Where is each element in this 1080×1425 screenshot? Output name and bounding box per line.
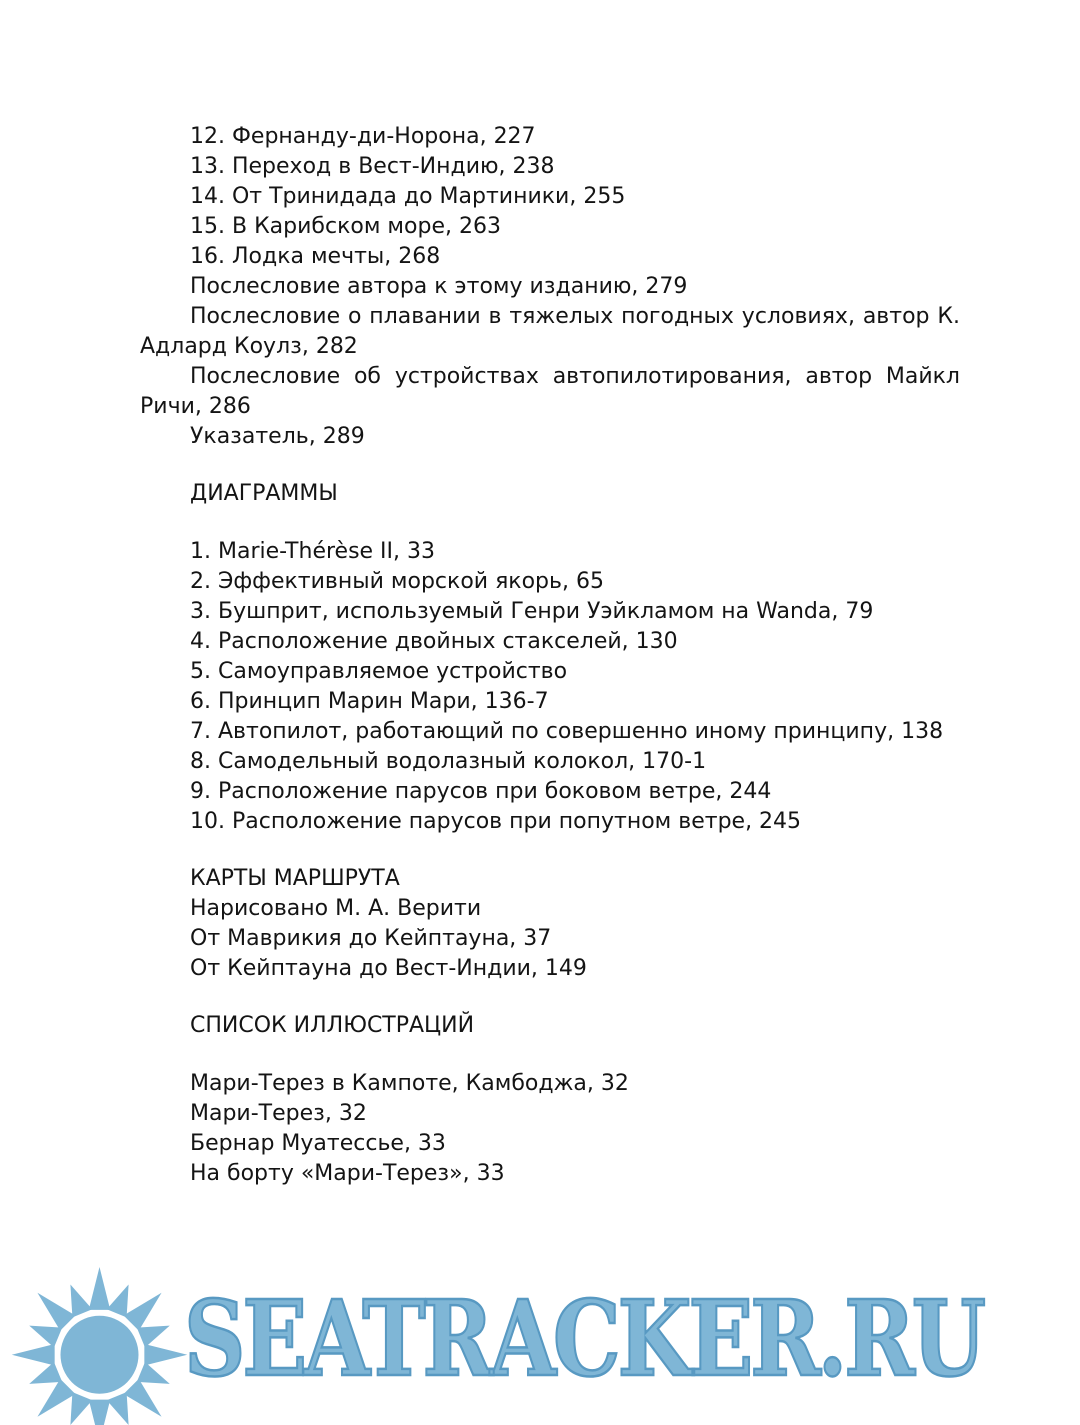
toc-entry: 8. Самодельный водолазный колокол, 170-1 xyxy=(190,749,707,774)
toc-entry: 2. Эффективный морской якорь, 65 xyxy=(190,569,604,594)
toc-entry: Мари-Терез, 32 xyxy=(190,1101,367,1126)
toc-entry: Послесловие о плавании в тяжелых погодных условиях, автор К. Адлард Коулз, 282 xyxy=(140,304,960,359)
watermark xyxy=(0,1265,1080,1425)
toc-entry: 6. Принцип Марин Мари, 136-7 xyxy=(190,689,549,714)
toc-entry: Послесловие об устройствах автопилотирования, автор Майкл Ричи, 286 xyxy=(140,364,960,419)
toc-entry: 15. В Карибском море, 263 xyxy=(190,214,501,239)
toc-entry: От Маврикия до Кейптауна, 37 xyxy=(190,926,552,951)
toc-entry: 10. Расположение парусов при попутном ветре, 245 xyxy=(190,809,802,834)
toc-entry: На борту «Мари-Терез», 33 xyxy=(190,1161,505,1186)
toc-entry: 14. От Тринидада до Мартиники, 255 xyxy=(190,184,626,209)
toc-entry: 5. Самоуправляемое устройство xyxy=(190,659,568,684)
watermark-text: SEATRACKER.RU xyxy=(184,1277,983,1400)
toc-entry: От Кейптауна до Вест-Индии, 149 xyxy=(190,956,587,981)
toc-entry: Мари-Терез в Кампоте, Камбоджа, 32 xyxy=(190,1071,629,1096)
toc-entry: 1. Marie-Thérèse II, 33 xyxy=(190,539,436,564)
toc-entry: Нарисовано М. А. Верити xyxy=(190,896,482,921)
toc-entry: Бернар Муатессье, 33 xyxy=(190,1131,446,1156)
toc-entry: 13. Переход в Вест-Индию, 238 xyxy=(190,154,555,179)
toc-entry: 3. Бушприт, используемый Генри Уэйкламом на Wanda, 79 xyxy=(190,599,874,624)
illustrations-heading: СПИСОК ИЛЛЮСТРАЦИЙ xyxy=(190,1013,475,1038)
toc-entry: 7. Автопилот, работающий по совершенно иному принципу, 138 xyxy=(190,719,944,744)
maps-heading: КАРТЫ МАРШРУТА xyxy=(190,866,400,891)
sun-icon xyxy=(2,1265,197,1425)
toc-entry: 4. Расположение двойных стакселей, 130 xyxy=(190,629,678,654)
toc-entry: 12. Фернанду-ди-Норона, 227 xyxy=(190,124,536,149)
toc-entry: Послесловие автора к этому изданию, 279 xyxy=(190,274,688,299)
toc-entry: 16. Лодка мечты, 268 xyxy=(190,244,441,269)
diagrams-heading: ДИАГРАММЫ xyxy=(190,481,338,506)
toc-entry: Указатель, 289 xyxy=(190,424,365,449)
toc-entry: 9. Расположение парусов при боковом ветре, 244 xyxy=(190,779,772,804)
